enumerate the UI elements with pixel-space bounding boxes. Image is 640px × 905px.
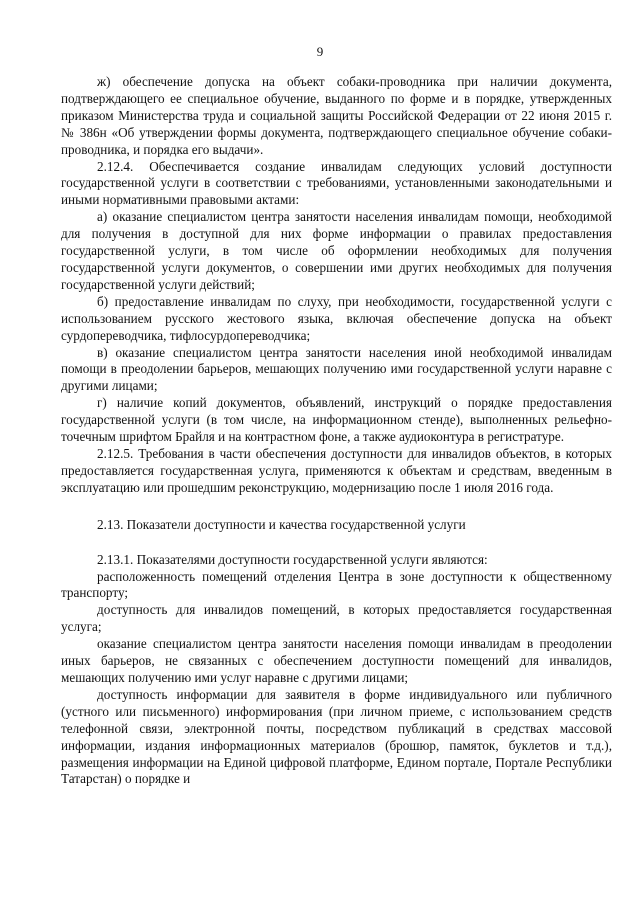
paragraph: б) предоставление инвалидам по слуху, при необходимости, государственной услуги с использованием русского жестового языка, включая обеспечение допуска на объект сурдопереводчика, тифлосурдопереводчика;: [61, 293, 612, 343]
paragraph: оказание специалистом центра занятости населения помощи инвалидам в преодолении иных барьеров, не связанных с обеспечением доступности помещений для инвалидов, мешающих получению ими услуг наравне с другими лицами;: [61, 636, 612, 685]
section-heading: 2.13. Показатели доступности и качества государственной услуги: [97, 516, 466, 532]
paragraph: 2.12.5. Требования в части обеспечения доступности для инвалидов объектов, в которых предоставляется государственная услуга, применяются к объектам и средствам, введенным в эксплуатацию или прошедшим реконструкцию, модернизацию после 1 июля 2016 года.: [61, 445, 612, 495]
paragraph: доступность информации для заявителя в форме индивидуального или публичного (устного или письменного) информирования (при личном приеме, с использованием средств телефонной связи, электронной почты, посредством публикаций в средствах массовой информации, издания информационных материалов (брошюр, памяток, буклетов и т.д.), размещения информации на Единой цифровой платформе, Едином портале, Портале Республики Татарстан) о порядке и: [61, 686, 612, 787]
paragraph: расположенность помещений отделения Центра в зоне доступности к общественному транспорту;: [61, 568, 612, 601]
paragraph: ж) обеспечение допуска на объект собаки-проводника при наличии документа, подтверждающего ее специальное обучение, выданного по форме и в порядке, утвержденных приказом Министерства труда и социальной защиты Российской Федерации от 22 июня 2015 г. № 386н «Об утверждении формы документа, подтверждающего специальное обучение собаки-проводника, и порядка его выдачи».: [61, 74, 612, 157]
paragraph: 2.12.4. Обеспечивается создание инвалидам следующих условий доступности государственной услуги в соответствии с требованиями, установленными законодательными и иными нормативными правовыми актами:: [61, 158, 612, 208]
paragraph: в) оказание специалистом центра занятости населения иной необходимой инвалидам помощи в преодолении барьеров, мешающих получению ими государственной услуги наравне с другими лицами;: [61, 344, 612, 394]
paragraph: г) наличие копий документов, объявлений, инструкций о порядке предоставления государственной услуги (в том числе, на информационном стенде), выполненных рельефно-точечным шрифтом Брайля и на контрастном фоне, а также аудиоконтура в регистратуре.: [61, 395, 612, 445]
page-number: 9: [316, 44, 324, 59]
paragraph: а) оказание специалистом центра занятости населения инвалидам помощи, необходимой для получения в доступной для них форме информации о правилах предоставления государственной услуги, в том числе об оформлении необходимых для получения государственной услуги документов, о совершении ими других необходимых для получения государственной услуги действий;: [61, 209, 612, 292]
document-body: [61, 74, 612, 788]
paragraph: доступность для инвалидов помещений, в которых предоставляется государственная услуга;: [61, 602, 612, 635]
paragraph: 2.13.1. Показателями доступности государственной услуги являются:: [97, 551, 488, 567]
